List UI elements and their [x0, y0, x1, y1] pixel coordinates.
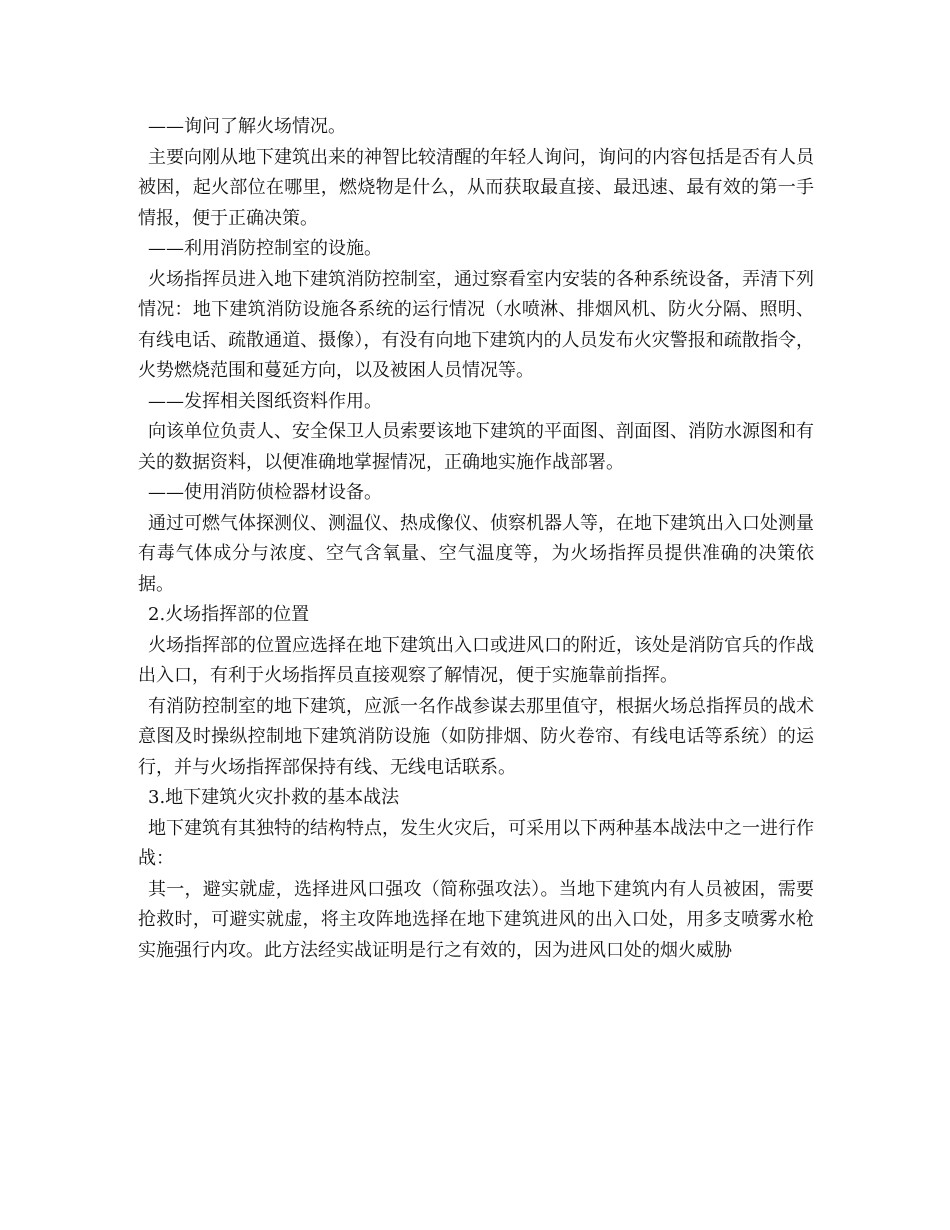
paragraph-command-post-control-room: 有消防控制室的地下建筑，应派一名作战参谋去那里值守，根据火场总指挥员的战术意图及时操纵控制地下建筑消防设施（如防排烟、防火卷帘、有线电话等系统）的运行，并与火场指挥部保持有线、无线电话联系。	[138, 695, 814, 778]
section-heading-drawings: ——发挥相关图纸资料作用。	[148, 390, 382, 412]
section-heading-inquiry: ——询问了解火场情况。	[148, 116, 346, 137]
section-heading-command-post: 2.火场指挥部的位置	[148, 604, 310, 625]
section-heading-tactics: 3.地下建筑火灾扑救的基本战法	[148, 787, 400, 808]
paragraph-control-room: 火场指挥员进入地下建筑消防控制室，通过察看室内安装的各种系统设备，弄清下列情况：地下建筑消防设施各系统的运行情况（水喷淋、排烟风机、防火分隔、照明、有线电话、疏散通道、摄像），有没有向地下建筑内的人员发布火灾警报和疏散指令，火势燃烧范围和蔓延方向，以及被困人员情况等。	[138, 268, 814, 381]
section-heading-detection: ——使用消防侦检器材设备。	[148, 482, 382, 503]
document-body	[138, 112, 814, 966]
paragraph-tactics-intro: 地下建筑有其独特的结构特点，发生火灾后，可采用以下两种基本战法中之一进行作战：	[138, 817, 814, 869]
paragraph-inquiry: 主要向刚从地下建筑出来的神智比较清醒的年轻人询问，询问的内容包括是否有人员被困，起火部位在哪里，燃烧物是什么，从而获取最直接、最迅速、最有效的第一手情报，便于正确决策。	[138, 146, 814, 229]
section-heading-control-room: ——利用消防控制室的设施。	[148, 238, 382, 259]
paragraph-detection: 通过可燃气体探测仪、测温仪、热成像仪、侦察机器人等，在地下建筑出入口处测量有毒气体成分与浓度、空气含氧量、空气温度等，为火场指挥员提供准确的决策依据。	[138, 512, 814, 595]
paragraph-command-post-location: 火场指挥部的位置应选择在地下建筑出入口或进风口的附近，该处是消防官兵的作战出入口，有利于火场指挥员直接观察了解情况，便于实施靠前指挥。	[138, 634, 814, 686]
paragraph-drawings: 向该单位负责人、安全保卫人员索要该地下建筑的平面图、剖面图、消防水源图和有关的数据资料，以便准确地掌握情况，正确地实施作战部署。	[138, 421, 814, 473]
paragraph-tactic-one: 其一，避实就虚，选择进风口强攻（简称强攻法）。当地下建筑内有人员被困，需要抢救时，可避实就虚，将主攻阵地选择在地下建筑进风的出入口处，用多支喷雾水枪实施强行内攻。此方法经实战证明是行之有效的，因为进风口处的烟火威胁	[138, 878, 814, 961]
